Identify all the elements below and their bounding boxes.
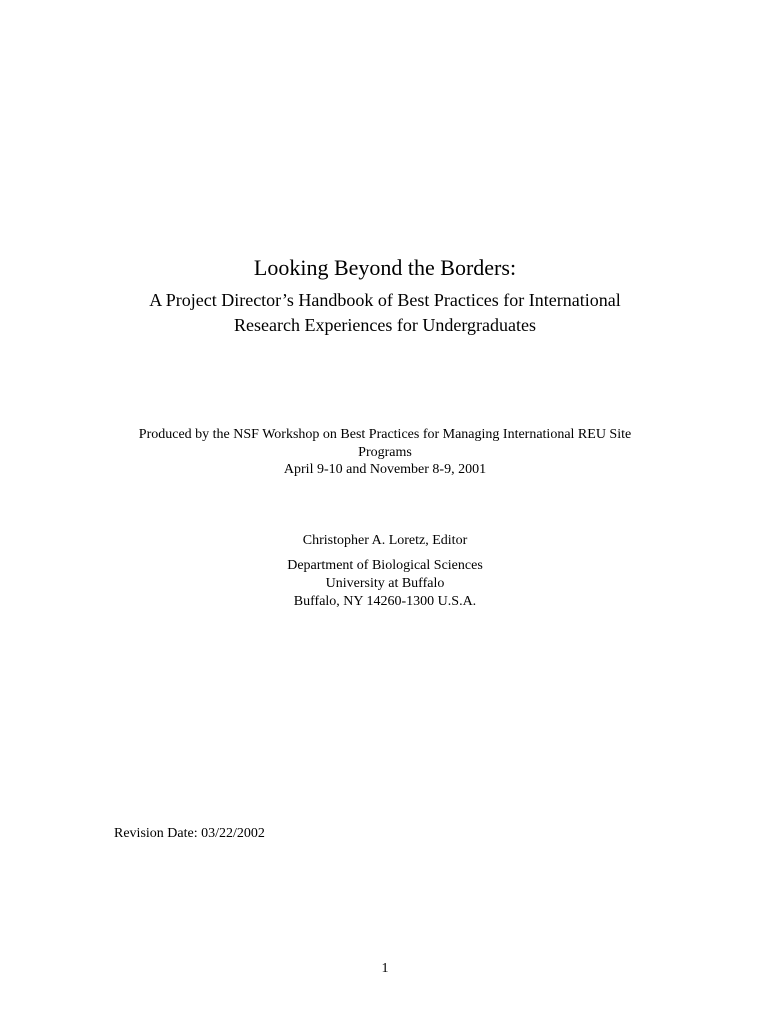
- subtitle-line-2: Research Experiences for Undergraduates: [233, 315, 537, 335]
- page-number: 1: [381, 961, 389, 976]
- produced-by-block: [0, 426, 770, 479]
- produced-by-line-1: Produced by the NSF Workshop on Best Practices for Managing International REU Site: [138, 427, 632, 442]
- revision-date: Revision Date: 03/22/2002: [114, 826, 265, 841]
- affiliation-university: University at Buffalo: [325, 576, 445, 591]
- subtitle-line-1: A Project Director’s Handbook of Best Practices for International: [149, 290, 621, 310]
- affiliation-department: Department of Biological Sciences: [287, 558, 483, 573]
- affiliation-address: Buffalo, NY 14260-1300 U.S.A.: [293, 594, 477, 609]
- produced-by-line-2: Programs: [358, 444, 412, 460]
- document-title: Looking Beyond the Borders:: [253, 255, 517, 280]
- editor-name: Christopher A. Loretz, Editor: [302, 533, 468, 548]
- workshop-dates: April 9-10 and November 8-9, 2001: [283, 462, 487, 477]
- affiliation-block: [0, 557, 770, 611]
- document-subtitle: [0, 288, 770, 338]
